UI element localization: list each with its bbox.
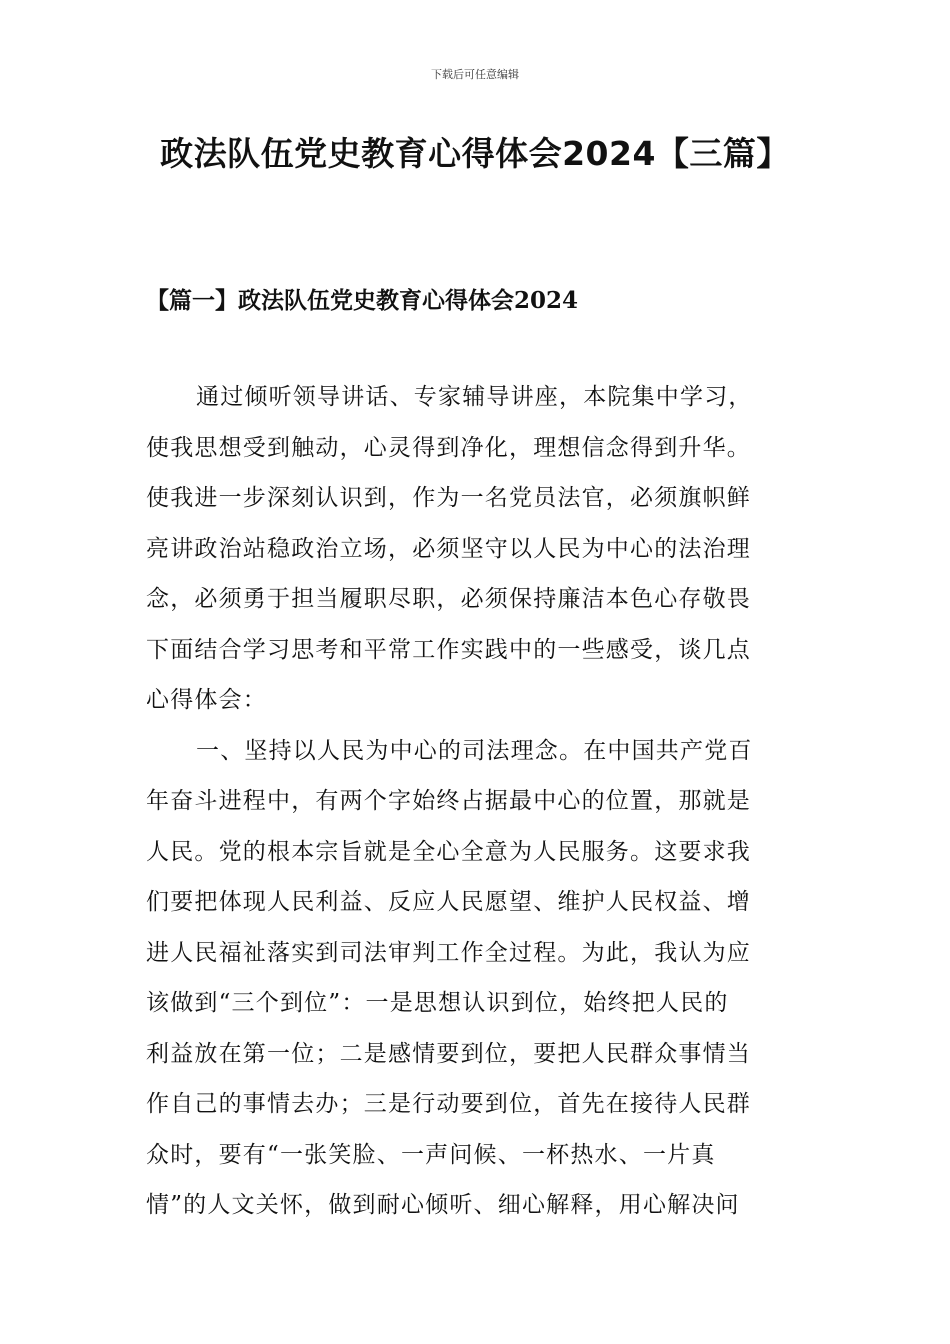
text-line: 通过倾听领导讲话、专家辅导讲座，本院集中学习， — [196, 384, 753, 410]
text-line: 使我进一步深刻认识到，作为一名党员法官，必须旗帜鲜 — [146, 485, 751, 511]
text-line: 利益放在第一位；二是感情要到位，要把人民群众事情当 — [146, 1040, 751, 1067]
document-title: 政法队伍党史教育心得体会2024【三篇】 — [160, 134, 790, 173]
text-line: 该做到“三个到位”：一是思想认识到位，始终把人民的 — [146, 990, 729, 1016]
text-line: 使我思想受到触动，心灵得到净化，理想信念得到升华。 — [146, 434, 751, 461]
text-line: 人民。党的根本宗旨就是全心全意为人民服务。这要求我 — [146, 838, 751, 865]
text-line: 年奋斗进程中，有两个字始终占据最中心的位置，那就是 — [146, 788, 751, 814]
document-body — [146, 372, 816, 1231]
text-line: 心得体会： — [146, 687, 267, 713]
text-line: 们要把体现人民利益、反应人民愿望、维护人民权益、增 — [146, 889, 751, 915]
text-line: 下面结合学习思考和平常工作实践中的一些感受，谈几点 — [146, 636, 751, 663]
text-line: 一、坚持以人民为中心的司法理念。在中国共产党百 — [196, 737, 753, 764]
text-line: 亮讲政治站稳政治立场，必须坚守以人民为中心的法治理 — [146, 535, 751, 562]
text-line: 众时，要有“一张笑脸、一声问候、一杯热水、一片真 — [146, 1141, 716, 1168]
section-heading: 【篇一】政法队伍党史教育心得体会2024 — [146, 287, 579, 314]
text-line: 作自己的事情去办；三是行动要到位，首先在接待人民群 — [146, 1091, 751, 1117]
header-note: 下载后可任意编辑 — [431, 68, 519, 81]
text-line: 念，必须勇于担当履职尽职，必须保持廉洁本色心存敬畏 — [146, 586, 751, 612]
text-line: 情”的人文关怀，做到耐心倾听、细心解释，用心解决问 — [146, 1192, 740, 1218]
text-line: 进人民福祉落实到司法审判工作全过程。为此，我认为应 — [146, 939, 751, 966]
